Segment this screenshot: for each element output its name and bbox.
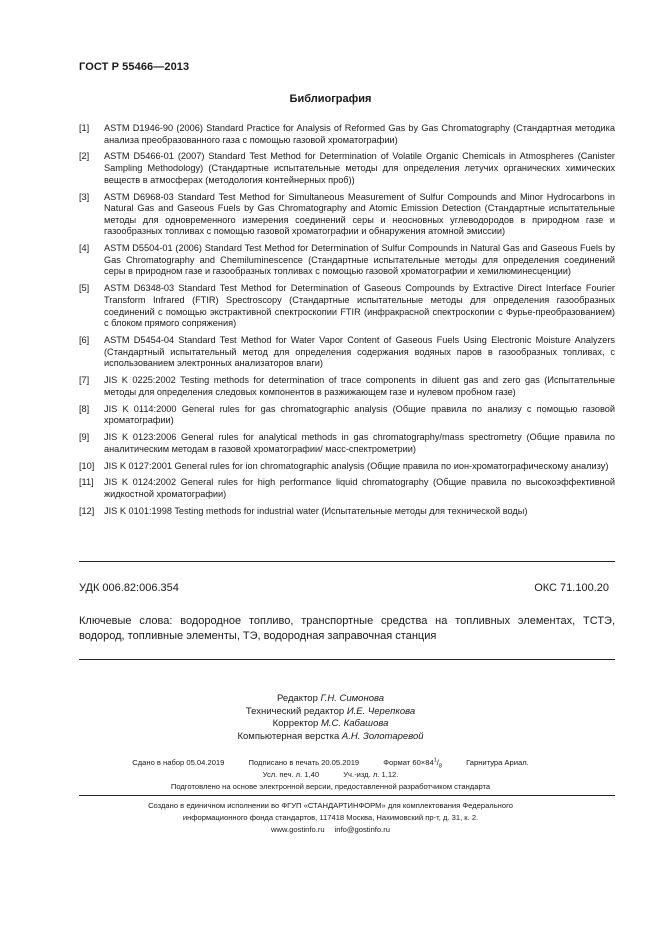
- bibliography-item: [79, 283, 615, 329]
- credit-person: М.С. Кабашова: [320, 718, 389, 729]
- reference-number: [11]: [79, 477, 94, 488]
- credit-editor: [0, 693, 661, 706]
- divider: [79, 659, 615, 660]
- reference-text: JIS K 0124:2002 General rules for high performance liquid chromatography (Общие правила по высокоэффективной жидкостной хроматографии): [104, 477, 615, 499]
- reference-number: [5]: [79, 283, 90, 294]
- bibliography-title: Библиография: [289, 93, 372, 105]
- credit-layout: [0, 731, 661, 744]
- prepared-note: Подготовлено на основе электронной версии, предоставленной разработчиком стандарта: [170, 782, 491, 791]
- reference-text: JIS K 0127:2001 General rules for ion chromatographic analysis (Общие правила по ион-хроматографическому анализу): [104, 460, 609, 471]
- divider: [79, 795, 615, 796]
- typeface: Гарнитура Ариал.: [466, 758, 529, 767]
- footer-line: информационного фонда стандартов, 117418 Москва, Нахимовский пр-т, д. 31, к. 2.: [182, 813, 479, 822]
- credits: [0, 693, 661, 743]
- reference-number: [7]: [79, 375, 90, 386]
- bibliography-item: [79, 477, 615, 500]
- reference-number: [4]: [79, 243, 90, 254]
- reference-number: [12]: [79, 505, 95, 516]
- website-link[interactable]: www.gostinfo.ru: [270, 825, 325, 834]
- publication-sheets-line: [0, 769, 661, 781]
- credit-role: Технический редактор: [245, 705, 345, 717]
- credit-proofreader: [0, 718, 661, 731]
- reference-number: [9]: [79, 432, 90, 443]
- reference-number: [2]: [79, 151, 90, 162]
- credit-role: Редактор: [276, 693, 318, 704]
- reference-text: ASTM D6348-03 Standard Test Method for Determination of Gaseous Compounds by Extractive Direct Interface Fourier Transform Infrared (FTIR) Spectroscopy (Стандартные испытательные методы для определения газообразных соединений с помощью экстрактивной спектроскопии FTIR (инфракрасной спектроскопии с Фурье-преобразованием) с блоком прямого сопряжения): [104, 283, 615, 329]
- bibliography-item: [79, 151, 615, 186]
- credit-person: И.Е. Черепкова: [346, 705, 416, 717]
- reference-text: ASTM D5504-01 (2006) Standard Test Method for Determination of Sulfur Compounds in Natural Gas and Gaseous Fuels by Gas Chromatography and Chemiluminescence (Стандартные испытательные методы для определения соединений серы в природном газе и газообразных топливах с помощью газовой хроматографии и хемилюминесценции): [104, 243, 615, 277]
- keywords: Ключевые слова: водородное топливо, транспортные средства на топливных элементах, ТСТЭ, водород, топливные элементы, ТЭ, водородная заправочная станция: [79, 615, 615, 642]
- bibliography-list: [79, 123, 615, 523]
- reference-number: [3]: [79, 191, 90, 202]
- reference-text: ASTM D1946-90 (2006) Standard Practice for Analysis of Reformed Gas by Gas Chromatography (Стандартная методика анализа преобразованного газа с помощью газовой хроматографии): [104, 123, 615, 145]
- reference-text: ASTM D6968-03 Standard Test Method for Simultaneous Measurement of Sulfur Compounds and Minor Hydrocarbons in Natural Gas and Gaseous Fuels by Gas Chromatography and Atomic Emission Detection (Стандартные испытательные методы для одновременного измерения соединений серы и неосновных углеводородов в природном газе и газообразных топливах с помощью газовой хроматографии и обнаружения атомной эмиссии): [104, 191, 615, 237]
- bibliography-item: [79, 461, 615, 473]
- udc-code: УДК 006.82:006.354: [79, 582, 179, 594]
- bibliography-item: [79, 123, 615, 146]
- paper-format: Формат $60\times 84^1/_8$: [383, 757, 442, 770]
- bibliography-item: [79, 192, 615, 238]
- credit-person: А.Н. Золотаревой: [341, 730, 424, 742]
- bibliography-item: [79, 243, 615, 278]
- publication-dates-line: [0, 757, 661, 769]
- divider: [79, 561, 615, 562]
- reference-text: ASTM D5454-04 Standard Test Method for Water Vapor Content of Gaseous Fuels Using Electronic Moisture Analyzers (Стандартный испытательный метод для определения содержания водяных паров в газообразных топливах, с использованием электронных анализаторов влаги): [104, 334, 615, 369]
- footer-line: Создано в единичном исполнении во ФГУП «СТАНДАРТИНФОРМ» для комплектования Федерального: [148, 801, 513, 810]
- reference-text: JIS K 0114:2000 General rules for gas chromatographic analysis (Общие правила по анализу с помощью газовой хроматографии): [104, 403, 615, 426]
- credit-role: Компьютерная верстка: [237, 730, 340, 742]
- standard-identifier: ГОСТ Р 55466—2013: [79, 61, 190, 73]
- sent-to-typeset: Сдано в набор 05.04.2019: [132, 758, 225, 767]
- printed-sheets: Усл. печ. л. 1,40: [262, 770, 320, 779]
- publisher-footer: [0, 800, 661, 836]
- footer-contacts: [0, 824, 661, 836]
- reference-text: JIS K 0225:2002 Testing methods for determination of trace components in diluent gas and zero gas (Испытательные методы для определения следовых компонентов в разжижающем газе и нулевом пробном газе): [104, 375, 615, 397]
- reference-text: JIS K 0101:1998 Testing methods for industrial water (Испытательные методы для технической воды): [104, 505, 528, 516]
- reference-number: [1]: [79, 123, 90, 133]
- bibliography-item: [79, 404, 615, 427]
- publication-info: [0, 757, 661, 793]
- format-numerator: 1: [433, 757, 437, 764]
- reference-number: [10]: [79, 460, 95, 471]
- reference-number: [6]: [79, 334, 90, 345]
- credit-person: Г.Н. Симонова: [320, 693, 385, 704]
- signed-to-print: Подписано в печать 20.05.2019: [248, 758, 360, 767]
- credit-role: Корректор: [272, 718, 319, 729]
- email-link[interactable]: info@gostinfo.ru: [334, 825, 391, 834]
- reference-text: JIS K 0123:2006 General rules for analytical methods in gas chromatography/mass spectrometry (Общие правила по аналитическим методам в газовой хроматографии/ масс-спектрометрии): [104, 432, 615, 454]
- bibliography-item: [79, 432, 615, 455]
- format-prefix: Формат 60×84: [383, 758, 434, 767]
- oks-code: ОКС 71.100.20: [534, 582, 609, 594]
- reference-number: [8]: [79, 403, 90, 414]
- bibliography-item: [79, 506, 615, 518]
- reference-text: ASTM D5466-01 (2007) Standard Test Method for Determination of Volatile Organic Chemicals in Atmospheres (Canister Sampling Methodology) (Стандартные испытательные методы для определения летучих органических химических веществ в атмосферах (методология контейнерных проб)): [104, 151, 615, 185]
- bibliography-item: [79, 335, 615, 370]
- bibliography-item: [79, 375, 615, 398]
- credit-technical-editor: [0, 706, 661, 719]
- format-denominator: 8: [438, 763, 442, 770]
- publishing-sheets: Уч.-изд. л. 1,12.: [343, 770, 399, 779]
